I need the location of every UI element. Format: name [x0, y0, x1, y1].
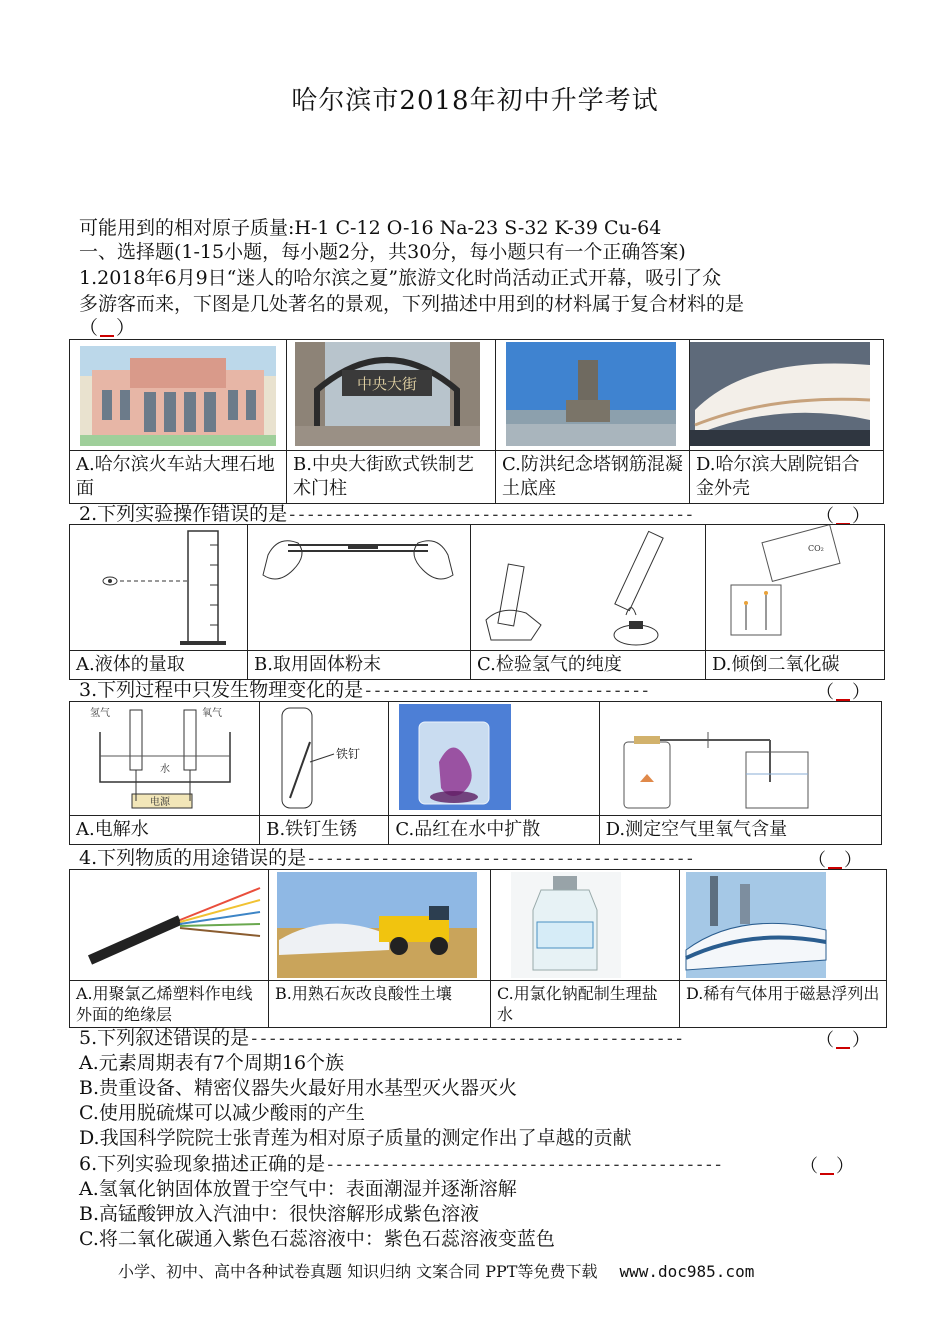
electrolysis-apparatus-image — [70, 702, 259, 815]
svg-text:铁钉: 铁钉 — [336, 747, 361, 761]
q1-image-c — [496, 340, 690, 451]
answer-blank — [820, 1159, 834, 1175]
answer-blank — [836, 685, 850, 701]
oxygen-content-apparatus-image — [600, 702, 881, 815]
q3-image-c — [389, 702, 599, 816]
q4-stem: 4.下列物质的用途错误的是------------------------------------------ — [79, 847, 695, 869]
q6-option-a: A.氢氧化钠固体放置于空气中：表面潮湿并逐渐溶解 — [79, 1178, 517, 1200]
q4-option-a: A.用聚氯乙烯塑料作电线外面的绝缘层 — [70, 981, 269, 1028]
hydrogen-purity-test-image — [471, 525, 705, 650]
rusting-nail-image — [260, 702, 388, 815]
lime-spreader-image — [269, 870, 490, 980]
q2-option-a: A.液体的量取 — [70, 651, 248, 680]
q4-option-d: D.稀有气体用于磁悬浮列出 — [680, 981, 887, 1028]
q1-option-a: A.哈尔滨火车站大理石地面 — [70, 451, 287, 504]
q1-option-c: C.防洪纪念塔钢筋混凝土底座 — [496, 451, 690, 504]
dye-diffusion-image — [389, 702, 598, 815]
central-street-gate-image — [287, 340, 495, 450]
q4-image-c — [491, 870, 680, 981]
q2-image-a — [70, 525, 248, 651]
svg-text:氢气: 氢气 — [90, 708, 110, 719]
q2-option-d: D.倾倒二氧化碳 — [706, 651, 885, 680]
answer-blank — [836, 509, 850, 525]
q4-answer-paren: （ ） — [808, 850, 862, 871]
q4-options-table — [69, 869, 887, 1028]
q3-stem: 3.下列过程中只发生物理变化的是------------------------------- — [79, 679, 650, 701]
q2-options-table — [69, 524, 885, 680]
pour-co2-image — [706, 525, 884, 650]
q1-stem-line2: 多游客而来，下图是几处著名的景观，下列描述中用到的材料属于复合材料的是 — [79, 293, 745, 315]
q1-image-b — [287, 340, 496, 451]
q4-image-a — [70, 870, 269, 981]
footer — [118, 1259, 754, 1282]
q1-option-d: D.哈尔滨大剧院铝合金外壳 — [690, 451, 884, 504]
svg-text:CO₂: CO₂ — [808, 544, 824, 553]
svg-text:水: 水 — [160, 764, 170, 775]
q1-image-a — [70, 340, 287, 451]
q1-option-b: B.中央大街欧式铁制艺术门柱 — [287, 451, 496, 504]
graduated-cylinder-image — [70, 525, 247, 650]
q6-answer-paren: （ ） — [800, 1156, 854, 1177]
atomic-masses-line: 可能用到的相对原子质量:H-1 C-12 O-16 Na-23 S-32 K-39 Cu-64 — [79, 217, 662, 239]
answer-blank — [828, 853, 842, 869]
q4-image-d — [680, 870, 887, 981]
q6-option-c: C.将二氧化碳通入紫色石蕊溶液中：紫色石蕊溶液变蓝色 — [79, 1228, 555, 1250]
q5-option-b: B.贵重设备、精密仪器失火最好用水基型灭火器灭火 — [79, 1077, 518, 1099]
q1-image-d — [690, 340, 884, 451]
q2-option-c: C.检验氢气的纯度 — [471, 651, 706, 680]
q1-stem-line1: 1.2018年6月9日“迷人的哈尔滨之夏”旅游文化时尚活动正式开幕，吸引了众 — [79, 267, 722, 289]
page-title: 哈尔滨市2018年初中升学考试 — [291, 86, 659, 116]
flood-memorial-tower-image — [496, 340, 689, 450]
svg-text:氧气: 氧气 — [202, 708, 222, 719]
q1-options-table — [69, 339, 884, 504]
q3-image-a — [70, 702, 260, 816]
q3-option-d: D.测定空气里氧气含量 — [599, 816, 881, 845]
saline-bottle-image — [491, 870, 679, 980]
q2-answer-paren: （ ） — [816, 506, 870, 527]
q3-option-c: C.品红在水中扩散 — [389, 816, 599, 845]
answer-blank — [836, 1033, 850, 1049]
q2-image-d — [706, 525, 885, 651]
q1-answer-paren: （ ） — [79, 317, 136, 339]
q5-option-a: A.元素周期表有7个周期16个族 — [79, 1052, 345, 1074]
q3-options-table — [69, 701, 882, 845]
q3-image-b — [260, 702, 389, 816]
q6-stem: 6.下列实验现象描述正确的是------------------------------------------- — [79, 1153, 723, 1175]
svg-text:电源: 电源 — [150, 797, 170, 808]
grand-theatre-image — [690, 340, 883, 450]
maglev-train-image — [680, 870, 886, 980]
q6-option-b: B.高锰酸钾放入汽油中：很快溶解形成紫色溶液 — [79, 1203, 480, 1225]
q4-option-b: B.用熟石灰改良酸性土壤 — [269, 981, 491, 1028]
answer-blank — [100, 321, 114, 337]
q2-image-b — [248, 525, 471, 651]
q5-option-c: C.使用脱硫煤可以减少酸雨的产生 — [79, 1102, 365, 1124]
q4-image-b — [269, 870, 491, 981]
q5-stem: 5.下列叙述错误的是----------------------------------------------- — [79, 1027, 684, 1049]
q5-option-d: D.我国科学院院士张青莲为相对原子质量的测定作出了卓越的贡献 — [79, 1127, 632, 1149]
q3-option-b: B.铁钉生锈 — [260, 816, 389, 845]
powder-transfer-image — [248, 525, 470, 650]
electric-cable-image — [70, 870, 268, 980]
q3-option-a: A.电解水 — [70, 816, 260, 845]
section1-header: 一、选择题(1-15小题，每小题2分，共30分，每小题只有一个正确答案) — [79, 241, 686, 263]
q5-answer-paren: （ ） — [816, 1030, 870, 1051]
q3-answer-paren: （ ） — [816, 682, 870, 703]
q2-image-c — [471, 525, 706, 651]
q3-image-d — [599, 702, 881, 816]
footer-url[interactable]: www.doc985.com — [619, 1262, 755, 1281]
footer-text: 小学、初中、高中各种试卷真题 知识归纳 文案合同 PPT等免费下载 — [118, 1262, 598, 1281]
q2-stem: 2.下列实验操作错误的是-------------------------------------------- — [79, 503, 694, 525]
q2-option-b: B.取用固体粉末 — [248, 651, 471, 680]
svg-text:中央大街: 中央大街 — [356, 375, 418, 393]
train-station-image — [70, 340, 286, 450]
q4-option-c: C.用氯化钠配制生理盐水 — [491, 981, 680, 1028]
